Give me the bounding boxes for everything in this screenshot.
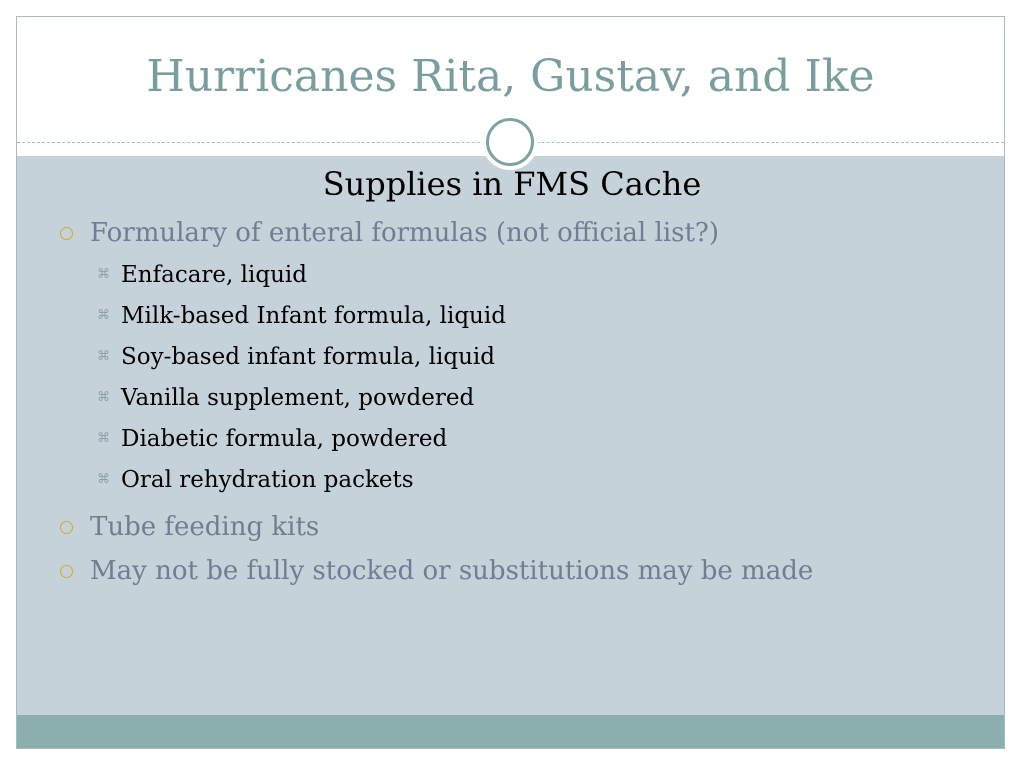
star-cross-bullet-icon: ⌘ (97, 390, 110, 405)
sub-list-item (60, 464, 960, 505)
sub-list-item-text: Soy-based infant formula, liquid (121, 344, 496, 370)
sub-list-item (60, 300, 960, 341)
star-cross-bullet-icon: ⌘ (97, 349, 110, 364)
sub-list-item (60, 259, 960, 300)
list-item-tube-feeding (60, 509, 960, 553)
ornament-ring (486, 118, 534, 166)
bullet-list (60, 215, 960, 597)
star-cross-bullet-icon: ⌘ (97, 472, 110, 487)
slide-subtitle: Supplies in FMS Cache (322, 165, 702, 203)
sub-list-item-text: Oral rehydration packets (121, 467, 414, 493)
sub-list-item (60, 341, 960, 382)
list-item-text: May not be fully stocked or substitutions may be made (90, 556, 814, 586)
footer-bar (17, 715, 1004, 749)
sub-list-item-text: Enfacare, liquid (121, 262, 307, 288)
star-cross-bullet-icon: ⌘ (97, 308, 110, 323)
list-item-stock-note (60, 553, 960, 597)
sub-list-item-text: Milk-based Infant formula, liquid (121, 303, 506, 329)
sub-list-item-text: Vanilla supplement, powdered (121, 385, 475, 411)
list-item-formulary (60, 215, 960, 259)
sub-list-item (60, 423, 960, 464)
star-cross-bullet-icon: ⌘ (97, 267, 110, 282)
list-item-text: Formulary of enteral formulas (not official list?) (90, 218, 720, 248)
list-item-text: Tube feeding kits (90, 512, 320, 542)
hollow-circle-bullet-icon (60, 565, 73, 578)
hollow-circle-bullet-icon (60, 227, 73, 240)
ornament-ring-inner (496, 128, 524, 156)
sub-list-item (60, 382, 960, 423)
star-cross-bullet-icon: ⌘ (97, 431, 110, 446)
hollow-circle-bullet-icon (60, 521, 73, 534)
sub-list-item-text: Diabetic formula, powdered (121, 426, 448, 452)
circle-ring-ornament-icon (482, 114, 538, 170)
slide-title: Hurricanes Rita, Gustav, and Ike (146, 51, 875, 102)
